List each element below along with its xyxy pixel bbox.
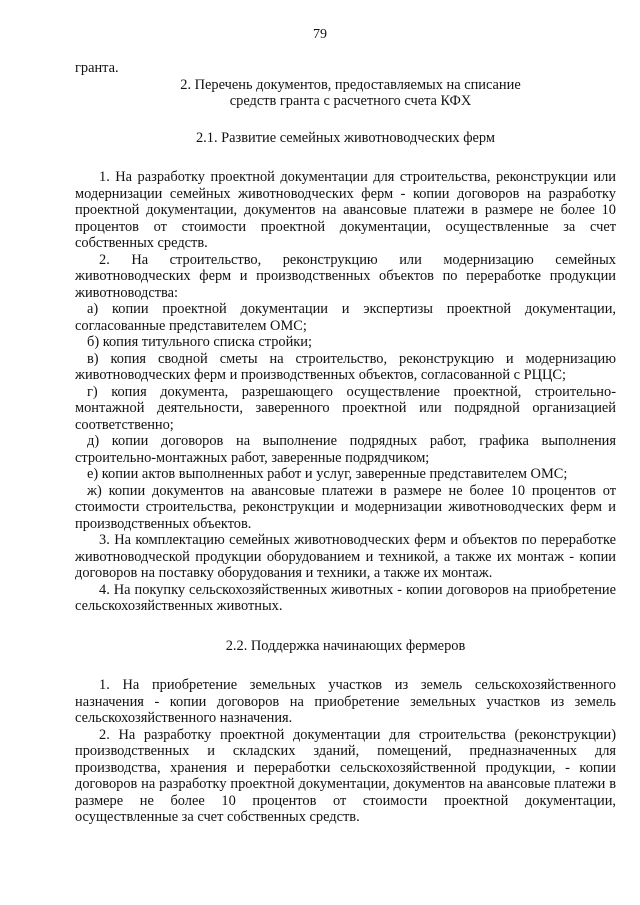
section-title-line-1: 2. Перечень документов, предоставляемых на списание (180, 76, 521, 93)
subitem-e: е) копии актов выполненных работ и услуг, заверенные представителем ОМС; (87, 466, 568, 482)
paragraph-2-2-item-2: 2. На разработку проектной документации для строительства (реконструкции) производственных и складских зданий, помещений, предназначенных для производства, хранения и переработки сельскохозяйственной продукции, - копии договоров на разработку проектной документации, документов на авансовые платежи в размере не более 10 процентов от стоимости проектной документации, осуществленные за счет собственных средств. (75, 726, 616, 825)
subitem-zh: ж) копии документов на авансовые платежи в размере не более 10 процентов от стоимости строительства, реконструкции и модернизации животноводческих ферм и производственных объектов. (75, 482, 616, 532)
subitem-a: а) копии проектной документации и экспертизы проектной документации, согласованные представителем ОМС; (75, 301, 616, 334)
subitem-b: б) копия титульного списка стройки; (87, 334, 312, 350)
paragraph-2-1-item-1: 1. На разработку проектной документации для строительства, реконструкции или модернизации семейных животноводческих ферм - копии договоров на разработку проектной документации, документов на авансовые платежи в размере не более 10 процентов от стоимости проектной документации, осуществленные за счет собственных средств. (75, 169, 616, 251)
subsection-title-2-2: 2.2. Поддержка начинающих фермеров (225, 637, 466, 654)
subitem-g: г) копия документа, разрешающего осуществление проектной, строительно-монтажной деятельности, заверенного проектной или подрядной организацией соответственно; (75, 383, 616, 433)
paragraph-2-2-item-1: 1. На приобретение земельных участков из земель сельскохозяйственного назначения - копии договоров на приобретение земельных участков из земель сельскохозяйственного назначения. (75, 677, 616, 726)
paragraph-2-1-item-4: 4. На покупку сельскохозяйственных животных - копии договоров на приобретение сельскохозяйственных животных. (75, 581, 616, 614)
section-title-line-2: средств гранта с расчетного счета КФХ (229, 93, 472, 109)
page-content (75, 60, 616, 826)
paragraph-2-1-item-2: 2. На строительство, реконструкцию или модернизацию семейных животноводческих ферм и производственных объектов по переработке продукции животноводства: (75, 251, 616, 301)
subsection-title-2-1: 2.1. Развитие семейных животноводческих ферм (195, 129, 496, 146)
page-number: 79 (313, 27, 327, 42)
continuation-text: гранта. (75, 60, 119, 76)
paragraph-2-1-item-3: 3. На комплектацию семейных животноводческих ферм и объектов по переработке животноводческой продукции оборудованием и техникой, а также их монтаж - копии договоров на поставку оборудования и техники, а также их монтаж. (75, 532, 616, 581)
subitem-v: в) копия сводной сметы на строительство, реконструкцию и модернизацию животноводческих ферм и производственных объектов, согласованной с РЦЦС; (75, 350, 616, 383)
subitem-d: д) копии договоров на выполнение подрядных работ, графика выполнения строительно-монтажных работ, заверенные подрядчиком; (75, 433, 616, 466)
